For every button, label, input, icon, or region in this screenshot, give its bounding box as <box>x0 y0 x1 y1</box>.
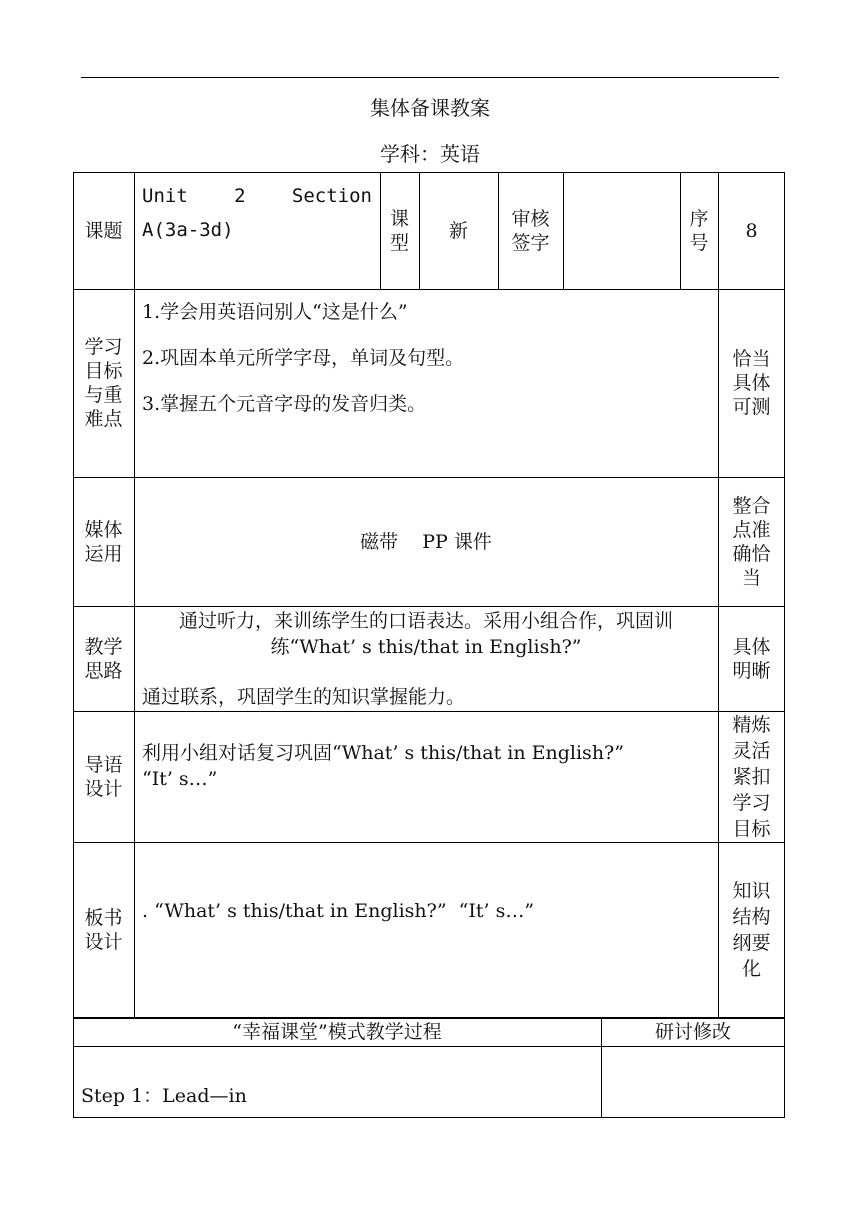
topic-word: 2 <box>234 185 246 207</box>
board-note: 知识结构纲要化 <box>732 880 771 980</box>
ideas-note: 具体明晰 <box>732 635 771 682</box>
row-divider <box>73 606 785 607</box>
topic-value <box>134 182 380 282</box>
subject-line: 学科：英语 <box>380 142 480 166</box>
seq-label: 序号 <box>689 207 709 254</box>
intro-note: 精炼灵活紧扣学习目标 <box>732 713 771 840</box>
media-content: 磁带 PP 课件 <box>360 530 492 553</box>
type-value: 新 <box>448 219 468 242</box>
topic-line2: A(3a-3d) <box>142 219 234 241</box>
seq-value: 8 <box>745 219 758 242</box>
ideas-line: 通过联系，巩固学生的知识掌握能力。 <box>142 686 466 708</box>
intro-line: 利用小组对话复习巩固“What’ s this/that in English?” <box>142 742 624 764</box>
review-signature <box>563 172 680 289</box>
media-note: 整合点准确恰当 <box>732 494 771 589</box>
goal-item: 2.巩固本单元所学字母，单词及句型。 <box>142 347 465 369</box>
process-header: “幸福课堂”模式教学过程 <box>232 1021 442 1043</box>
intro-label: 导语设计 <box>84 753 123 800</box>
goal-item: 1.学会用英语问别人“这是什么” <box>142 301 408 323</box>
goals-label: 学习目标与重难点 <box>84 336 123 430</box>
ideas-line: 练“What’ s this/that in English?” <box>270 636 582 658</box>
media-label: 媒体运用 <box>84 518 123 565</box>
topic-label: 课题 <box>84 219 123 242</box>
type-label: 课型 <box>389 207 409 254</box>
ideas-content <box>134 608 718 710</box>
header-rule <box>81 77 779 78</box>
intro-line: “It’ s…” <box>142 768 218 790</box>
intro-content <box>134 740 718 792</box>
revise-header: 研讨修改 <box>654 1021 731 1043</box>
board-label: 板书设计 <box>84 907 123 953</box>
review-label: 审核签字 <box>511 207 550 254</box>
page-title: 集体备课教案 <box>370 96 490 120</box>
board-content: . “What’ s this/that in English?” “It’ s…” <box>142 900 535 922</box>
ideas-line: 通过听力，来训练学生的口语表达。采用小组合作，巩固训 <box>178 610 673 632</box>
ideas-label: 教学思路 <box>84 635 123 682</box>
row-divider <box>73 842 785 843</box>
step-1: Step 1：Lead—in <box>81 1085 247 1107</box>
goals-list <box>134 300 718 416</box>
topic-word: Unit <box>142 185 188 207</box>
goals-note: 恰当具体可测 <box>732 348 771 418</box>
row-divider <box>73 289 785 290</box>
goal-item: 3.掌握五个元音字母的发音归类。 <box>142 393 427 415</box>
row-divider <box>73 711 785 712</box>
row-divider <box>73 1046 785 1047</box>
topic-word: Section <box>291 185 372 207</box>
